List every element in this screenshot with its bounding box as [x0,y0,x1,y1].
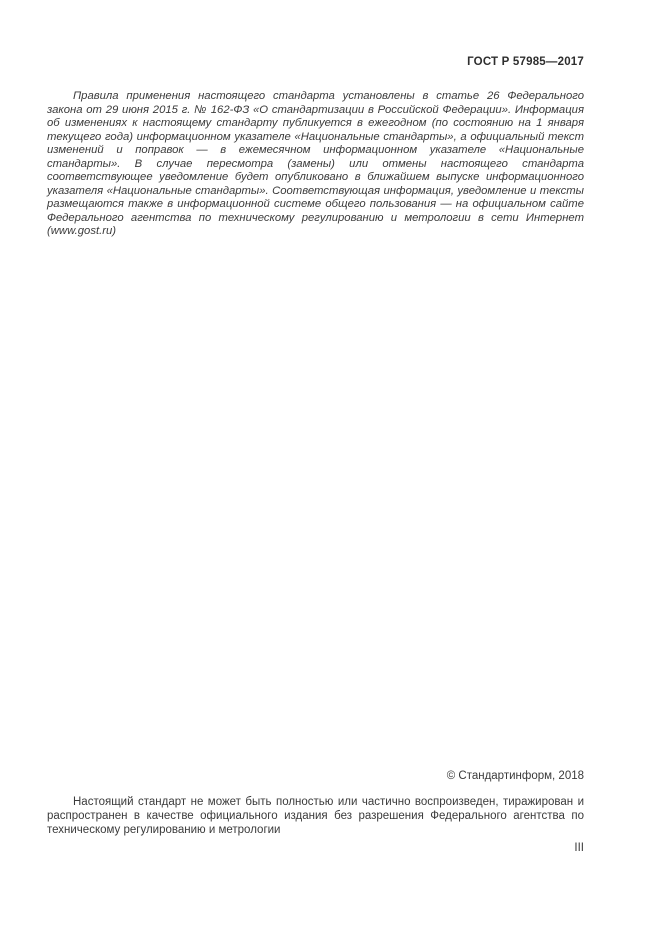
reproduction-notice [47,795,584,837]
copyright-line: © Стандартинформ, 2018 [446,770,584,782]
reproduction-notice-paragraph: Настоящий стандарт не может быть полностью или частично воспроизведен, тиражирован и распространен в качестве официального издания без разрешения Федерального агентства по техническому регулированию и метрологии [47,796,584,836]
preamble-paragraph: Правила применения настоящего стандарта установлены в статье 26 Федерального закона от 29 июня 2015 г. № 162-ФЗ «О стандартизации в Российской Федерации». Информация об изменениях к настоящему стандарту публикуется в ежегодном (по состоянию на 1 января текущего года) информационном указателе «Национальные стандарты», а официальный текст изменений и поправок — в ежемесячном информационном указателе «Национальные стандарты». В случае пересмотра (замены) или отмены настоящего стандарта соответствующее уведомление будет опубликовано в ближайшем выпуске информационного указателя «Национальные стандарты». Соответствующая информация, уведомление и тексты размещаются также в информационной системе общего пользования — на официальном сайте Федерального агентства по техническому регулированию и метрологии в сети Интернет (www.gost.ru) [47,90,584,237]
page-number: III [574,842,584,854]
standard-number-header: ГОСТ Р 57985—2017 [467,56,584,68]
application-rules-preamble [47,90,584,239]
